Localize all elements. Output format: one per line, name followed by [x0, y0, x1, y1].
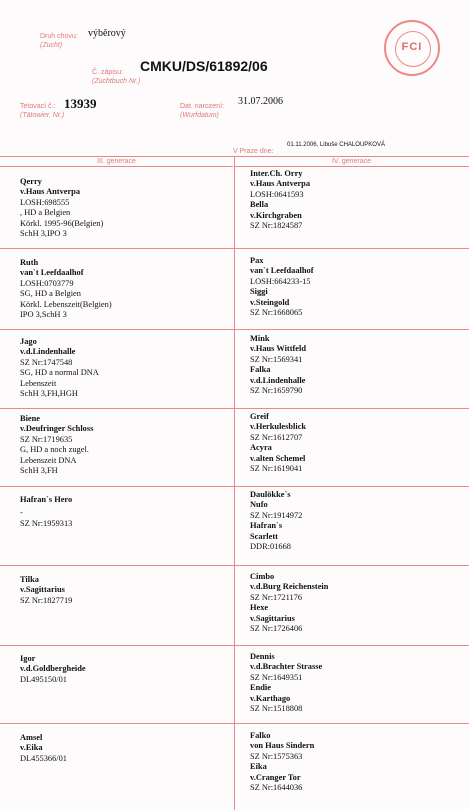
breed-label-de: (Zucht) [40, 42, 63, 49]
ancestor-detail: LOSH:664233-15 [250, 276, 311, 286]
ancestor-detail: Körkl. 1995-96(Belgien) [20, 218, 104, 228]
ancestor-detail: SZ Nr:1726406 [250, 624, 303, 634]
ancestor-kennel: van`t Leefdaalhof [20, 268, 84, 278]
row-divider [0, 486, 469, 487]
ancestor-detail: G, HD a noch zugel. [20, 445, 89, 455]
ancestor-detail: Lebenszeit [20, 378, 57, 388]
ancestor-kennel: v.d.Goldbergheide [20, 664, 86, 674]
ancestor-detail: SZ Nr:1827719 [20, 595, 73, 605]
ancestor-cell-gen3 [20, 733, 67, 764]
ancestor-name: Amsel [20, 733, 43, 742]
pedigree-header [0, 0, 469, 158]
ancestor-detail: SG, HD a normal DNA [20, 368, 99, 378]
ancestor-cell-gen4 [250, 652, 322, 714]
reg-label [92, 68, 140, 86]
tattoo-number: 13939 [64, 96, 97, 111]
ancestor-name: Nufo [250, 500, 268, 510]
column-header-gen3: III. generace [0, 157, 233, 167]
row-divider [0, 723, 469, 724]
ancestor-name: Falka [250, 365, 271, 375]
column-header-gen4: IV. generace [234, 157, 469, 167]
ancestor-cell-gen3 [20, 414, 93, 476]
place-label: V Praze dne: [233, 148, 274, 155]
ancestor-kennel: von Haus Sindern [250, 741, 315, 751]
ancestor-cell-gen4 [250, 572, 328, 634]
ancestor-kennel: - [20, 508, 23, 518]
ancestor-detail: DL495150/01 [20, 674, 67, 684]
ancestor-name: Tilka [20, 575, 39, 584]
ancestor-detail: SZ Nr:1721176 [250, 592, 303, 602]
column-divider [234, 157, 235, 810]
tattoo-label-cz: Tetovací č.: [20, 103, 56, 110]
ancestor-kennel: v.Sagittarius [250, 613, 295, 623]
ancestor-detail: SZ Nr:1644036 [250, 783, 303, 793]
ancestor-name: Falko [250, 731, 271, 740]
ancestor-name: Igor [20, 654, 36, 663]
ancestor-detail: SG, HD a Belgien [20, 289, 81, 299]
ancestor-detail: SZ Nr:1747548 [20, 357, 73, 367]
ancestor-detail: SZ Nr:1612707 [250, 432, 303, 442]
ancestor-detail: SZ Nr:1619041 [250, 464, 303, 474]
ancestor-kennel: v.d.Brachter Strasse [250, 662, 323, 672]
ancestor-name: Ruth [20, 258, 39, 267]
reg-label-de: (Zuchtbuch Nr.) [92, 78, 141, 85]
ancestor-kennel: v.Kirchgraben [250, 210, 302, 220]
ancestor-name: Mink [250, 334, 270, 343]
row-divider [0, 248, 469, 249]
ancestor-detail: LOSH:698555 [20, 197, 70, 207]
ancestor-name: Inter.Ch. Orry [250, 169, 303, 178]
ancestor-cell-gen4 [250, 731, 314, 793]
ancestor-cell-gen3 [20, 495, 72, 529]
ancestor-cell-gen3 [20, 337, 99, 399]
row-divider [0, 565, 469, 566]
breed-label [40, 32, 78, 50]
ancestor-detail: , HD a Belgien [20, 208, 71, 218]
row-divider [0, 329, 469, 330]
ancestor-detail: SZ Nr:1569341 [250, 354, 303, 364]
ancestor-kennel: Hafran`s [250, 521, 283, 531]
ancestor-detail: DL455366/01 [20, 753, 67, 763]
ancestor-detail: SZ Nr:1518808 [250, 704, 303, 714]
ancestor-kennel: v.alten Schemel [250, 453, 306, 463]
ancestor-kennel: v.Karthago [250, 693, 291, 703]
ancestor-detail: SZ Nr:1959313 [20, 518, 73, 528]
row-divider [0, 645, 469, 646]
ancestor-detail: SZ Nr:1719635 [20, 434, 73, 444]
ancestor-kennel: v.d.Lindenhalle [20, 347, 76, 357]
ancestor-detail: Körkl. Lebenszeit(Belgien) [20, 299, 112, 309]
ancestor-cell-gen3 [20, 575, 72, 606]
ancestor-cell-gen4 [250, 490, 302, 552]
ancestor-name: Acyra [250, 443, 272, 453]
ancestor-name: Greif [250, 412, 269, 421]
dob-label [180, 102, 224, 120]
reg-label-cz: Č. zápisu: [92, 69, 124, 76]
ancestor-name: Cimbo [250, 572, 275, 581]
ancestor-name: Siggi [250, 287, 268, 297]
ancestor-name: Endie [250, 683, 271, 693]
ancestor-cell-gen3 [20, 258, 112, 320]
ancestor-cell-gen4 [250, 169, 310, 231]
ancestor-detail: SchH 3,FH [20, 466, 58, 476]
row-divider [0, 408, 469, 409]
ancestor-kennel: v.Deufringer Schloss [20, 424, 94, 434]
ancestor-name: Hafran`s Hero [20, 495, 73, 504]
ancestor-name: Dennis [250, 652, 275, 661]
tattoo-label [20, 102, 64, 120]
ancestor-detail: LOSH:0703779 [20, 278, 74, 288]
ancestor-cell-gen4 [250, 412, 306, 474]
ancestor-cell-gen4 [250, 256, 314, 318]
ancestor-kennel: v.Haus Wittfeld [250, 344, 306, 354]
ancestor-name: Eika [250, 762, 267, 772]
ancestor-detail: IPO 3,SchH 3 [20, 310, 67, 320]
ancestor-name: Jago [20, 337, 37, 346]
pedigree-table [0, 156, 469, 810]
ancestor-kennel: v.Eika [20, 743, 43, 753]
ancestor-kennel: van`t Leefdaalhof [250, 266, 314, 276]
ancestor-detail: Lebenszeit DNA [20, 455, 77, 465]
ancestor-kennel: v.Haus Antverpa [250, 179, 311, 189]
ancestor-kennel: Daulökke`s [250, 490, 291, 499]
ancestor-detail: SZ Nr:1668065 [250, 308, 303, 318]
ancestor-detail: LOSH:0641593 [250, 189, 304, 199]
ancestor-name: Hexe [250, 603, 269, 613]
ancestor-detail: SZ Nr:1575363 [250, 751, 303, 761]
ancestor-cell-gen4 [250, 334, 306, 396]
date-of-birth: 31.07.2006 [238, 96, 283, 107]
ancestor-name: Biene [20, 414, 41, 423]
ancestor-name: Bella [250, 200, 269, 210]
ancestor-kennel: v.Haus Antverpa [20, 187, 81, 197]
ancestor-name: Qerry [20, 177, 42, 186]
tattoo-label-de: (Tätowier. Nr.) [20, 112, 65, 119]
ancestor-cell-gen3 [20, 177, 103, 239]
fci-logo-text: FCI [401, 41, 423, 53]
ancestor-kennel: v.Sagittarius [20, 585, 65, 595]
ancestor-detail: SchH 3,FH,HGH [20, 389, 78, 399]
ancestor-kennel: v.Herkulesblick [250, 422, 307, 432]
registration-number: CMKU/DS/61892/06 [140, 58, 268, 74]
breed-value: výběrový [88, 28, 126, 39]
ancestor-detail: SZ Nr:1914972 [250, 510, 303, 520]
ancestor-kennel: v.d.Burg Reichenstein [250, 582, 329, 592]
dob-label-de: (Wurfdatum) [180, 112, 219, 119]
ancestor-detail: SchH 3,IPO 3 [20, 229, 67, 239]
ancestor-detail: SZ Nr:1824587 [250, 221, 303, 231]
ancestor-detail: SZ Nr:1659790 [250, 386, 303, 396]
ancestor-name: Scarlett [250, 531, 278, 541]
issue-place-date: 01.11.2006, Libuše CHALOUPKOVÁ [287, 142, 385, 148]
ancestor-detail: DDR:01668 [250, 542, 291, 552]
ancestor-cell-gen3 [20, 654, 86, 685]
ancestor-name: Pax [250, 256, 264, 265]
ancestor-kennel: v.Steingold [250, 297, 290, 307]
breed-label-cz: Druh chovu: [40, 33, 78, 40]
dob-label-cz: Dat. narození: [180, 103, 224, 110]
ancestor-detail: SZ Nr:1649351 [250, 672, 303, 682]
ancestor-kennel: v.d.Lindenhalle [250, 375, 306, 385]
fci-logo-icon [384, 20, 440, 76]
ancestor-kennel: v.Cranger Tor [250, 772, 301, 782]
